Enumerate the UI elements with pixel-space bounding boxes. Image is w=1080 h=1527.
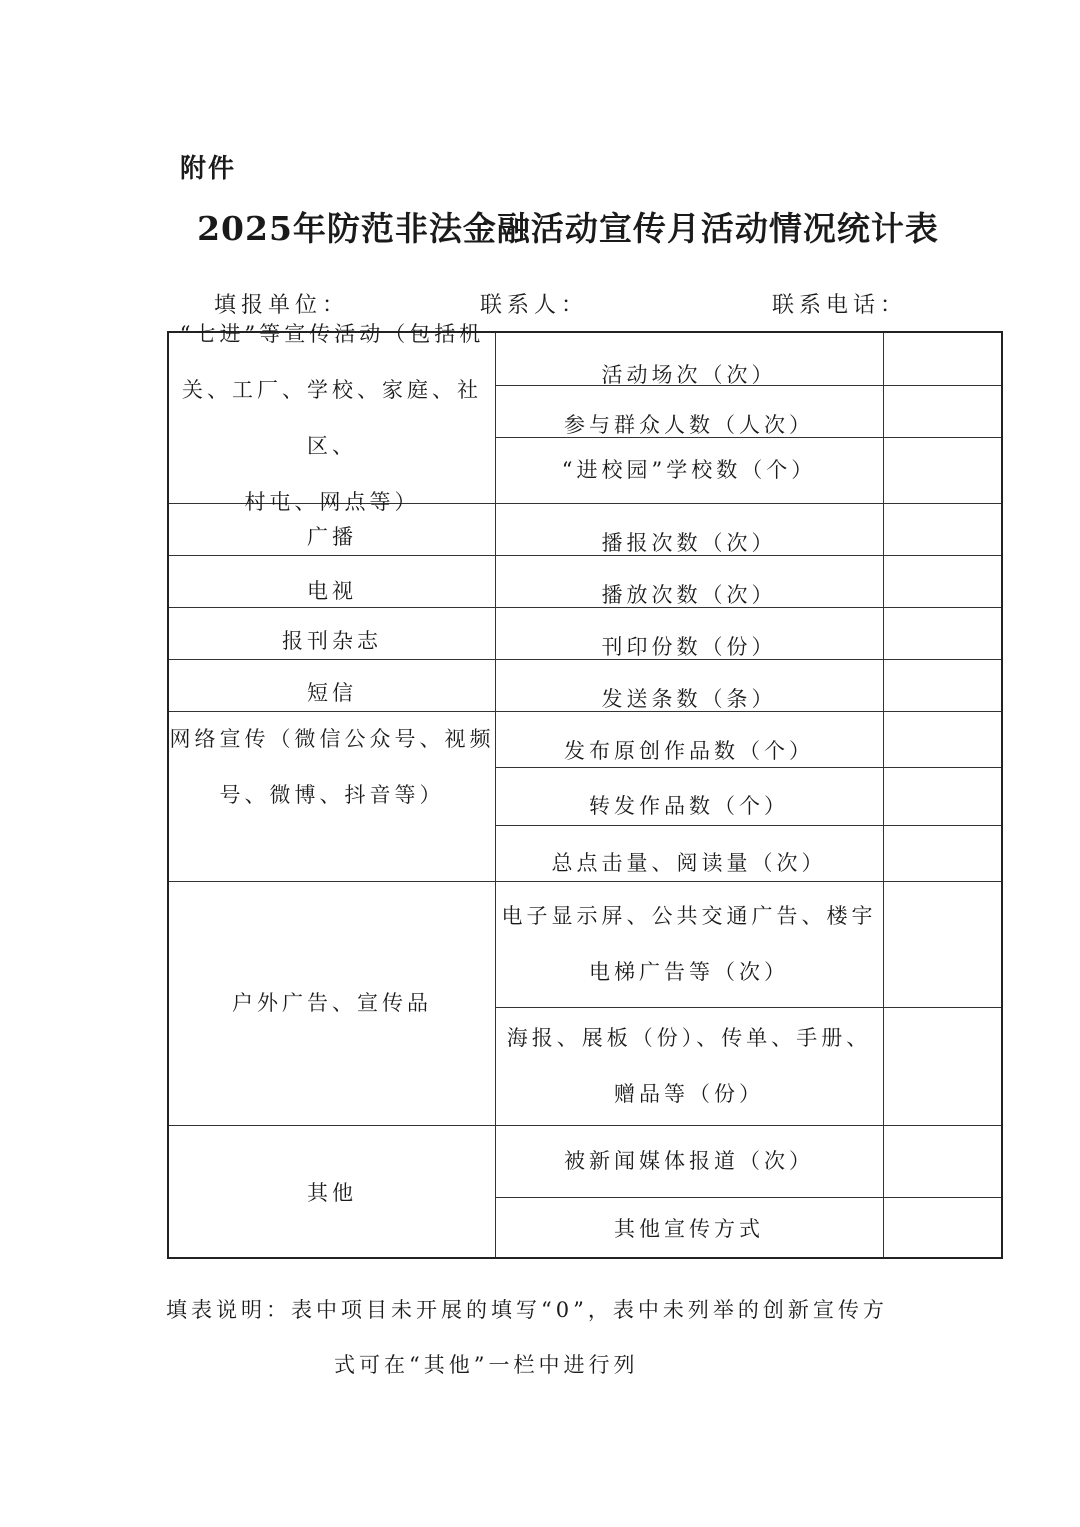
item-cell: 其他宣传方式 <box>614 1217 764 1241</box>
item-cell: 参与群众人数（人次） <box>564 413 814 437</box>
item-cell: 总点击量、阅读量（次） <box>551 851 827 875</box>
item-cell: 发送条数（条） <box>601 687 777 711</box>
item-cell: 刊印份数（份） <box>601 635 777 659</box>
category-cell-other: 其他 <box>307 1181 357 1205</box>
category-cell-seven-entries: “七进”等宣传活动（包括机 关、工厂、学校、家庭、社区、 村屯、网点等） <box>179 322 485 514</box>
instructions-line-1: 填表说明：表中项目未开展的填写“0”，表中未列举的创新宣传方 <box>166 1298 888 1322</box>
category-cell-broadcast: 广播 <box>307 525 357 549</box>
item-cell: 转发作品数（个） <box>589 794 789 818</box>
category-cell-online: 网络宣传（微信公众号、视频 号、微博、抖音等） <box>169 727 495 807</box>
attachment-label: 附件 <box>180 154 237 184</box>
contact-phone-label: 联系电话： <box>772 293 908 318</box>
category-cell-print: 报刊杂志 <box>282 629 382 653</box>
item-cell: 播报次数（次） <box>601 531 777 555</box>
fill-unit-label: 填报单位： <box>214 293 350 318</box>
item-cell: 电子显示屏、公共交通广告、楼宇 电梯广告等（次） <box>501 904 877 984</box>
item-cell: “进校园”学校数（个） <box>561 458 817 482</box>
column-divider <box>883 333 884 1257</box>
category-cell-tv: 电视 <box>307 579 357 603</box>
contact-person-label: 联系人： <box>480 293 589 318</box>
category-cell-sms: 短信 <box>307 681 357 705</box>
page-title: 2025年防范非法金融活动宣传月活动情况统计表 <box>197 209 939 248</box>
item-cell: 海报、展板（份）、传单、手册、 赠品等（份） <box>506 1026 872 1106</box>
instructions-line-2: 式可在“其他”一栏中进行列 <box>334 1353 639 1377</box>
item-cell: 被新闻媒体报道（次） <box>564 1149 814 1173</box>
item-cell: 活动场次（次） <box>601 363 777 387</box>
item-cell: 播放次数（次） <box>601 583 777 607</box>
item-cell: 发布原创作品数（个） <box>564 739 814 763</box>
category-cell-outdoor: 户外广告、宣传品 <box>232 991 432 1015</box>
statistics-table <box>167 322 1003 1259</box>
fill-instructions <box>166 1283 926 1393</box>
